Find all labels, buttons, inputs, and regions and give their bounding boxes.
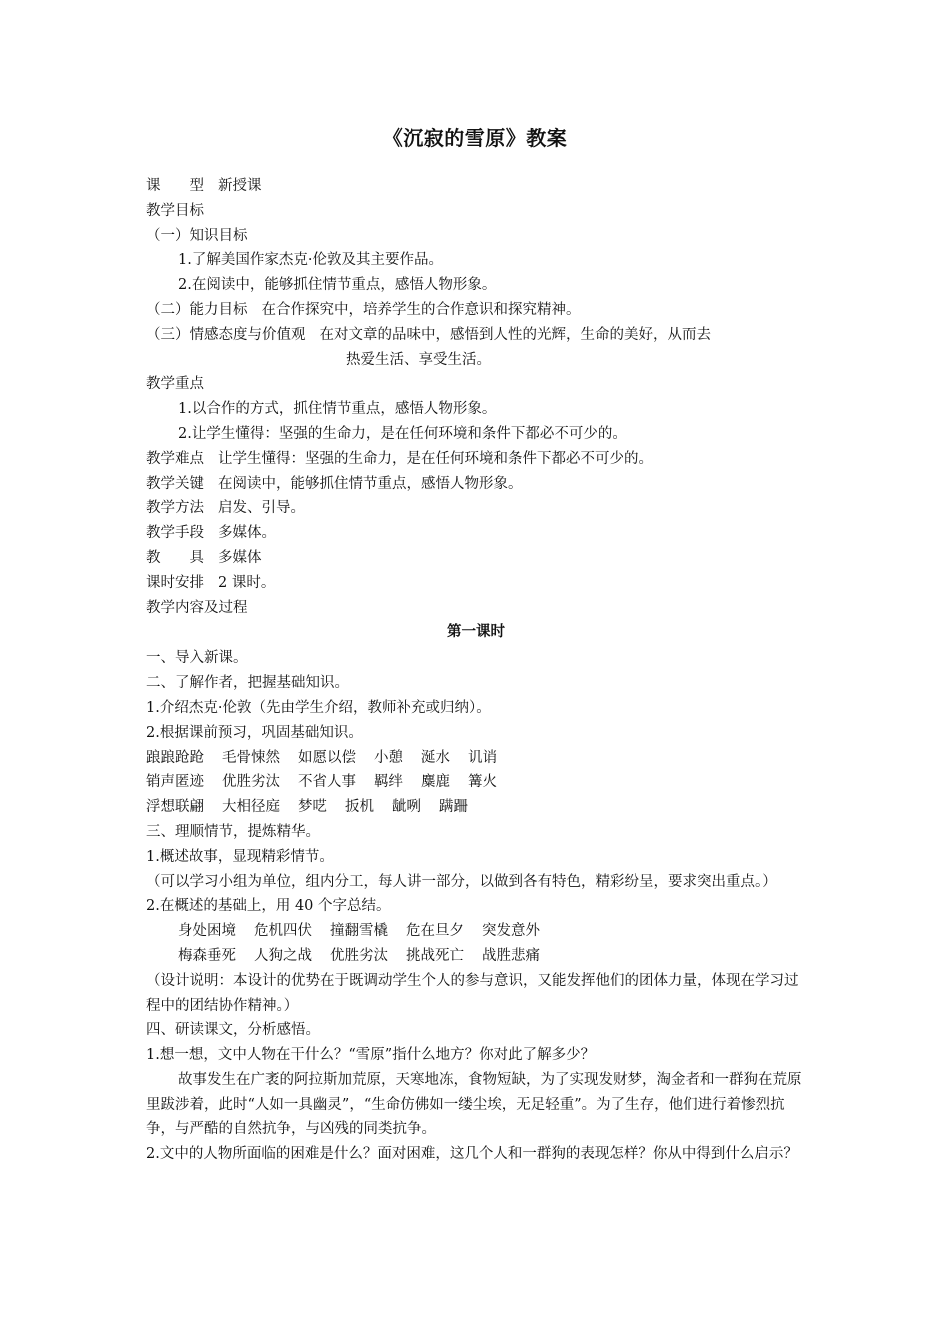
hours-line <box>146 571 806 596</box>
vocab-word: 毛骨悚然 <box>222 749 280 766</box>
summary-phrase: 战胜悲痛 <box>482 947 540 964</box>
step-3-1-note: （可以学习小组为单位，组内分工，每人讲一部分，以做到各有特色，精彩纷呈，要求突出重点。） <box>146 873 777 890</box>
vocab-word: 羁绊 <box>374 774 403 791</box>
vocab-word: 踉踉跄跄 <box>146 749 204 766</box>
goals-heading: 教学目标 <box>146 202 204 219</box>
emotion-text-2: 热爱生活、享受生活。 <box>346 351 491 368</box>
tools-text: 多媒体 <box>218 549 262 566</box>
vocab-row-3 <box>146 795 806 820</box>
vocab-word: 销声匿迹 <box>146 774 204 791</box>
key-point-2: 2.让学生懂得：坚强的生命力，是在任何环境和条件下都必不可少的。 <box>178 425 627 442</box>
summary-phrase: 危机四伏 <box>254 923 312 940</box>
hours-label: 课时安排 <box>146 574 204 591</box>
summary-phrase: 危在旦夕 <box>406 923 464 940</box>
vocab-word: 篝火 <box>468 774 497 791</box>
step-4: 四、研读课文，分析感悟。 <box>146 1022 320 1039</box>
summary-phrase: 突发意外 <box>482 923 540 940</box>
vocab-word: 讥诮 <box>468 749 497 766</box>
summary-phrase: 撞翻雪橇 <box>330 923 388 940</box>
step-4-2: 2.文中的人物所面临的困难是什么？面对困难，这几个人和一群狗的表现怎样？你从中得到什么启示？ <box>146 1146 798 1163</box>
vocab-word: 扳机 <box>345 799 374 816</box>
difficulty-text: 让学生懂得：坚强的生命力，是在任何环境和条件下都必不可少的。 <box>218 450 653 467</box>
step-3-1: 1.概述故事，显现精彩情节。 <box>146 848 334 865</box>
emotion-label: （三）情感态度与价值观 <box>146 326 306 343</box>
tools-label: 教 具 <box>146 549 204 566</box>
knowledge-heading: （一）知识目标 <box>146 227 248 244</box>
vocab-word: 麋鹿 <box>421 774 450 791</box>
summary-phrase: 优胜劣汰 <box>330 947 388 964</box>
knowledge-item-2: 2.在阅读中，能够抓住情节重点，感悟人物形象。 <box>178 277 497 294</box>
lesson-type-value: 新授课 <box>218 178 262 194</box>
tools-line <box>146 546 806 571</box>
ability-line <box>146 298 806 323</box>
lesson-type-line <box>146 174 806 199</box>
means-label: 教学手段 <box>146 525 204 542</box>
means-text: 多媒体。 <box>218 525 276 542</box>
difficulty-label: 教学难点 <box>146 450 204 467</box>
step-3: 三、理顺情节，提炼精华。 <box>146 823 320 840</box>
vocab-word: 梦呓 <box>298 799 327 816</box>
method-line <box>146 496 806 521</box>
key-text: 在阅读中，能够抓住情节重点，感悟人物形象。 <box>218 475 523 492</box>
ability-label: （二）能力目标 <box>146 301 248 318</box>
ability-text: 在合作探究中，培养学生的合作意识和探究精神。 <box>261 301 581 318</box>
key-label: 教学关键 <box>146 475 204 492</box>
emotion-line <box>146 323 806 348</box>
summary-phrase: 人狗之战 <box>254 947 312 964</box>
summary-phrase: 梅森垂死 <box>178 947 236 964</box>
summary-phrase: 身处困境 <box>178 923 236 940</box>
means-line <box>146 521 806 546</box>
vocab-word: 如愿以偿 <box>298 749 356 766</box>
summary-row-2 <box>146 944 806 969</box>
vocab-word: 龇咧 <box>392 799 421 816</box>
first-lesson-heading: 第一课时 <box>447 624 505 641</box>
design-note: （设计说明：本设计的优势在于既调动学生个人的参与意识，又能发挥他们的团体力量，体现在学习过程中的团结协作精神。） <box>146 972 799 1014</box>
step-2: 二、了解作者，把握基础知识。 <box>146 675 349 692</box>
lesson-type-label: 课 型 <box>146 178 204 194</box>
method-text: 启发、引导。 <box>218 500 305 517</box>
vocab-row-2 <box>146 770 806 795</box>
key-points-heading: 教学重点 <box>146 376 204 393</box>
step-1: 一、导入新课。 <box>146 650 248 667</box>
knowledge-item-1: 1.了解美国作家杰克·伦敦及其主要作品。 <box>178 252 443 269</box>
vocab-word: 蹒跚 <box>439 799 468 816</box>
emotion-text-1: 在对文章的品味中，感悟到人性的光辉，生命的美好，从而去 <box>319 326 711 343</box>
step-4-1: 1.想一想，文中人物在干什么？“雪原”指什么地方？你对此了解多少？ <box>146 1047 596 1064</box>
hours-text: 2 课时。 <box>218 574 276 591</box>
step-3-2: 2.在概述的基础上，用 40 个字总结。 <box>146 898 391 915</box>
key-point-1: 1.以合作的方式，抓住情节重点，感悟人物形象。 <box>178 401 497 418</box>
difficulty-line <box>146 447 806 472</box>
document-title: 《沉寂的雪原》教案 <box>382 126 568 150</box>
step-2-2: 2.根据课前预习，巩固基础知识。 <box>146 724 363 741</box>
document-body <box>146 174 806 1167</box>
summary-phrase: 挑战死亡 <box>406 947 464 964</box>
step-4-1-answer: 故事发生在广袤的阿拉斯加荒原，天寒地冻，食物短缺，为了实现发财梦，淘金者和一群狗在荒原里跋涉着，此时“人如一具幽灵”，“生命仿佛如一缕尘埃，无足轻重”。为了生存，他们进行着惨烈抗争，与严酷的自然抗争，与凶残的同类抗争。 <box>146 1071 802 1138</box>
vocab-word: 大相径庭 <box>222 799 280 816</box>
vocab-word: 浮想联翩 <box>146 799 204 816</box>
process-heading: 教学内容及过程 <box>146 599 248 616</box>
method-label: 教学方法 <box>146 500 204 517</box>
summary-row-1 <box>146 919 806 944</box>
vocab-word: 小憩 <box>374 749 403 766</box>
vocab-row-1 <box>146 746 806 771</box>
key-line <box>146 472 806 497</box>
step-2-1: 1.介绍杰克·伦敦（先由学生介绍，教师补充或归纳）。 <box>146 699 491 716</box>
vocab-word: 优胜劣汰 <box>222 774 280 791</box>
vocab-word: 涎水 <box>421 749 450 766</box>
vocab-word: 不省人事 <box>298 774 356 791</box>
